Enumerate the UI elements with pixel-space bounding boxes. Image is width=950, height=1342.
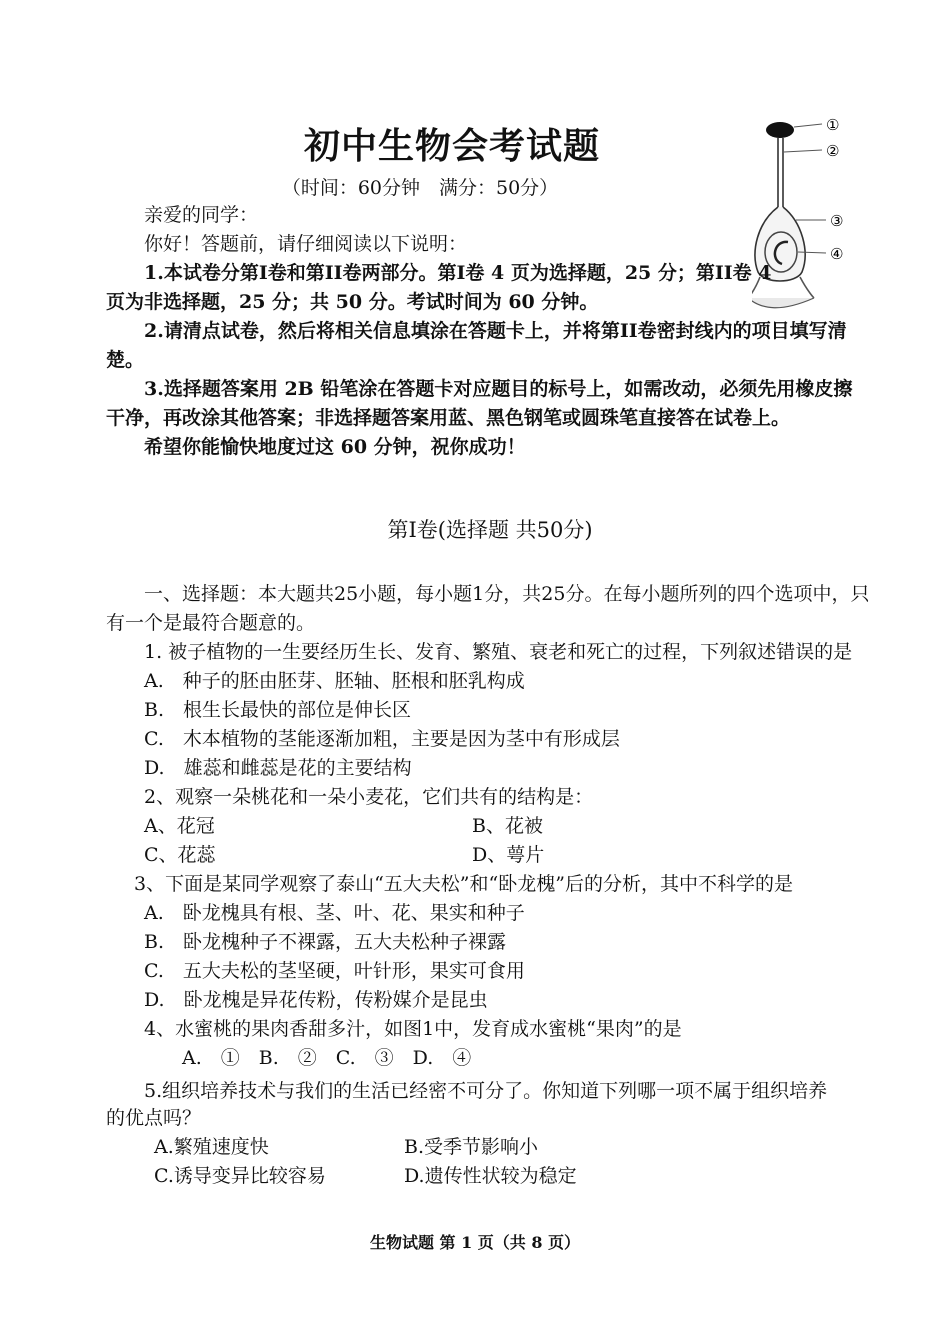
intro-hello: 你好！答题前，请仔细阅读以下说明： [144, 233, 468, 255]
question-5-stem-line-1: 5.组织培养技术与我们的生活已经密不可分了。你知道下列哪一项不属于组织培养 [144, 1080, 828, 1102]
section-instructions-line-1: 一、选择题：本大题共25小题，每小题1分，共25分。在每小题所列的四个选项中，只 [144, 583, 870, 605]
figure-label-1: ① [826, 116, 840, 134]
question-4-options: A. ① B. ② C. ③ D. ④ [182, 1047, 472, 1069]
intro-item-2-line-1: 2.请清点试卷，然后将相关信息填涂在答题卡上，并将第II卷密封线内的项目填写清 [144, 320, 847, 342]
intro-item-3-line-1: 3.选择题答案用 2B 铅笔涂在答题卡对应题目的标号上，如需改动，必须先用橡皮擦 [144, 378, 853, 400]
question-2-option-a: A、花冠 [144, 815, 215, 837]
intro-item-1-line-2: 页为非选择题，25 分；共 50 分。考试时间为 60 分钟。 [106, 291, 599, 313]
question-4-stem: 4、水蜜桃的果肉香甜多汁，如图1中，发育成水蜜桃“果肉”的是 [144, 1018, 682, 1040]
question-5-option-b: B.受季节影响小 [404, 1136, 539, 1158]
pistil-diagram [752, 112, 862, 332]
page-title: 初中生物会考试题 [303, 125, 600, 167]
question-2-option-b: B、花被 [472, 815, 543, 837]
question-2-stem: 2、观察一朵桃花和一朵小麦花，它们共有的结构是： [144, 786, 594, 808]
question-1-option-a: A. 种子的胚由胚芽、胚轴、胚根和胚乳构成 [144, 670, 525, 692]
intro-greeting: 亲爱的同学： [144, 204, 259, 226]
question-2-option-d: D、萼片 [472, 844, 545, 866]
intro-item-3-line-2: 干净，再改涂其他答案；非选择题答案用蓝、黑色钢笔或圆珠笔直接答在试卷上。 [106, 407, 791, 429]
question-3-option-a: A. 卧龙槐具有根、茎、叶、花、果实和种子 [144, 902, 525, 924]
question-3-option-b: B. 卧龙槐种子不裸露，五大夫松种子裸露 [144, 931, 507, 953]
section-heading: 第Ⅰ卷(选择题 共50分) [387, 518, 593, 542]
question-1-option-c: C. 木本植物的茎能逐渐加粗，主要是因为茎中有形成层 [144, 728, 620, 750]
figure-label-4: ④ [830, 245, 844, 263]
intro-item-1-line-1: 1.本试卷分第I卷和第II卷两部分。第I卷 4 页为选择题，25 分；第II卷 4 [144, 262, 772, 284]
question-1-stem: 1. 被子植物的一生要经历生长、发育、繁殖、衰老和死亡的过程，下列叙述错误的是 [144, 641, 853, 663]
question-2-option-c: C、花蕊 [144, 844, 216, 866]
question-3-stem: 3、下面是某同学观察了泰山“五大夫松”和“卧龙槐”后的分析，其中不科学的是 [134, 873, 793, 895]
question-1-option-b: B. 根生长最快的部位是伸长区 [144, 699, 412, 721]
question-3-option-d: D. 卧龙槐是异花传粉，传粉媒介是昆虫 [144, 989, 488, 1011]
question-5-option-c: C.诱导变异比较容易 [154, 1165, 326, 1187]
question-5-option-a: A.繁殖速度快 [154, 1136, 269, 1158]
figure-label-2: ② [826, 142, 840, 160]
question-3-option-c: C. 五大夫松的茎坚硬，叶针形，果实可食用 [144, 960, 525, 982]
section-instructions-line-2: 有一个是最符合题意的。 [106, 612, 316, 634]
question-1-option-d: D. 雄蕊和雌蕊是花的主要结构 [144, 757, 412, 779]
exam-time-score: （时间：60分钟 满分：50分） [281, 177, 559, 199]
question-5-option-d: D.遗传性状较为稳定 [404, 1165, 577, 1187]
question-5-stem-line-2: 的优点吗？ [106, 1107, 202, 1129]
pistil-drawing [752, 112, 862, 332]
intro-item-2-line-2: 楚。 [106, 349, 145, 371]
figure-label-3: ③ [830, 212, 844, 230]
intro-closing: 希望你能愉快地度过这 60 分钟，祝你成功！ [144, 436, 526, 458]
page-footer: 生物试题 第 1 页（共 8 页） [369, 1233, 581, 1252]
